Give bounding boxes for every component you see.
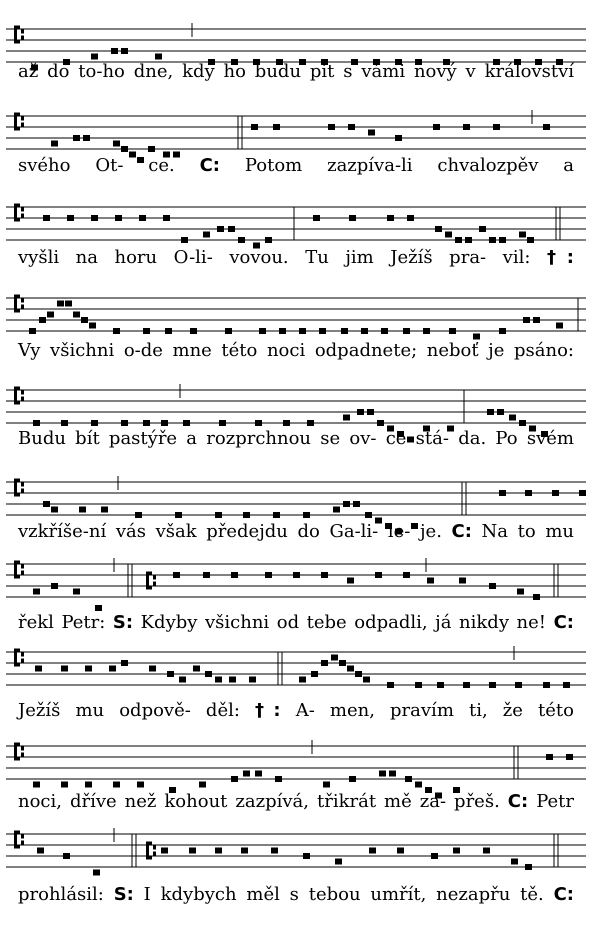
- speaker-marker: C:: [507, 791, 529, 812]
- neume-note: [73, 589, 80, 595]
- neume-note: [279, 328, 286, 334]
- neume-note: [483, 848, 490, 854]
- neume-note: [229, 677, 236, 683]
- speaker-marker: S:: [112, 612, 134, 633]
- neume-note: [556, 323, 563, 329]
- neume-note: [407, 215, 414, 221]
- neume-note: [525, 864, 532, 870]
- neume-note: [231, 572, 238, 578]
- neume-note: [375, 572, 382, 578]
- neume-note: [149, 666, 156, 672]
- neume-note: [167, 671, 174, 677]
- neume-note: [579, 490, 586, 496]
- neume-note: [343, 501, 350, 507]
- neume-note: [341, 328, 348, 334]
- neume-note: [515, 682, 522, 688]
- neume-note: [115, 215, 122, 221]
- neume-note: [367, 409, 374, 415]
- neume-note: [61, 666, 68, 672]
- lyric-line: vyšli na horu O-li- vovou. Tu jim Ježíš pra- vil: †:: [18, 247, 574, 268]
- neume-note: [445, 232, 452, 238]
- neume-note: [89, 323, 96, 329]
- neume-note: [499, 237, 506, 243]
- neume-note: [93, 870, 100, 876]
- neume-note: [203, 572, 210, 578]
- neume-note: [348, 124, 355, 130]
- neume-note: [453, 848, 460, 854]
- neume-note: [509, 415, 516, 421]
- neume-note: [463, 682, 470, 688]
- neume-note: [533, 594, 540, 600]
- neume-note: [333, 507, 340, 513]
- neume-note: [175, 512, 182, 518]
- neume-note: [307, 420, 314, 426]
- neume-note: [353, 501, 360, 507]
- neume-note: [321, 660, 328, 666]
- neume-note: [255, 420, 262, 426]
- neume-note: [369, 848, 376, 854]
- neume-note: [361, 328, 368, 334]
- neume-note: [405, 776, 412, 782]
- neume-note: [155, 54, 162, 60]
- neume-note: [271, 848, 278, 854]
- neume-note: [473, 334, 480, 340]
- neume-note: [415, 782, 422, 788]
- neume-note: [121, 420, 128, 426]
- neume-note: [455, 237, 462, 243]
- c-clef: [14, 831, 24, 849]
- neume-note: [265, 237, 272, 243]
- neume-note: [449, 328, 456, 334]
- neume-note: [65, 301, 72, 307]
- neume-note: [533, 317, 540, 323]
- neume-note: [511, 859, 518, 865]
- neume-note: [61, 782, 68, 788]
- neume-note: [243, 771, 250, 777]
- neume-note: [249, 677, 256, 683]
- c-clef: [14, 26, 24, 44]
- neume-note: [437, 682, 444, 688]
- neume-note: [566, 754, 573, 760]
- neume-note: [489, 682, 496, 688]
- neume-note: [148, 146, 155, 152]
- neume-note: [109, 666, 116, 672]
- neume-note: [499, 490, 506, 496]
- neume-note: [179, 677, 186, 683]
- neume-note: [243, 512, 250, 518]
- neume-note: [251, 124, 258, 130]
- neume-note: [63, 853, 70, 859]
- neume-note: [489, 583, 496, 589]
- neume-note: [479, 226, 486, 232]
- neume-note: [113, 141, 120, 147]
- neume-note: [135, 512, 142, 518]
- neume-note: [161, 848, 168, 854]
- neume-note: [331, 655, 338, 661]
- neume-note: [552, 490, 559, 496]
- neume-note: [459, 578, 466, 584]
- neume-note: [85, 666, 92, 672]
- speaker-marker: †:: [546, 247, 574, 268]
- c-clef: [14, 561, 24, 579]
- lyric-line: noci, dříve než kohout zazpívá, třikrát mě za- přeš. C: Petr: [18, 791, 574, 812]
- neume-note: [143, 420, 150, 426]
- c-clef: [14, 479, 24, 497]
- neume-note: [517, 589, 524, 595]
- lyric-line: Ježíš mu odpově- děl: †: A- men, pravím ti, že této: [18, 700, 574, 721]
- neume-note: [387, 215, 394, 221]
- neume-note: [121, 48, 128, 54]
- neume-note: [365, 512, 372, 518]
- neume-note: [347, 578, 354, 584]
- speaker-marker: †:: [255, 700, 281, 721]
- speaker-marker: S:: [113, 884, 134, 905]
- lyric-line: řekl Petr: S: Kdyby všichni od tebe odpadli, já nikdy ne! C:: [18, 612, 574, 633]
- neume-note: [33, 589, 40, 595]
- neume-note: [397, 848, 404, 854]
- neume-note: [403, 328, 410, 334]
- neume-note: [339, 660, 346, 666]
- neume-note: [379, 771, 386, 777]
- neume-note: [137, 782, 144, 788]
- neume-note: [543, 124, 550, 130]
- c-clef: [14, 113, 24, 131]
- neume-note: [51, 583, 58, 589]
- c-clef: [146, 842, 156, 860]
- neume-note: [377, 420, 384, 426]
- neume-note: [523, 317, 530, 323]
- neume-note: [111, 48, 118, 54]
- neume-note: [311, 671, 318, 677]
- neume-note: [190, 328, 197, 334]
- neume-note: [465, 237, 472, 243]
- neume-note: [319, 328, 326, 334]
- neume-note: [363, 677, 370, 683]
- c-clef: [14, 295, 24, 313]
- neume-note: [275, 776, 282, 782]
- neume-note: [463, 124, 470, 130]
- neume-note: [427, 578, 434, 584]
- neume-note: [35, 666, 42, 672]
- neume-note: [121, 660, 128, 666]
- neume-note: [205, 671, 212, 677]
- neume-note: [203, 232, 210, 238]
- neume-note: [43, 215, 50, 221]
- neume-note: [543, 682, 550, 688]
- c-clef: [146, 572, 156, 590]
- neume-note: [57, 301, 64, 307]
- neume-note: [165, 328, 172, 334]
- neume-note: [435, 226, 442, 232]
- neume-note: [51, 141, 58, 147]
- neume-note: [433, 124, 440, 130]
- neume-note: [328, 124, 335, 130]
- neume-note: [85, 782, 92, 788]
- neume-note: [113, 782, 120, 788]
- neume-note: [79, 507, 86, 513]
- neume-note: [403, 572, 410, 578]
- neume-note: [61, 420, 68, 426]
- neume-note: [83, 135, 90, 141]
- neume-note: [489, 237, 496, 243]
- neume-note: [355, 671, 362, 677]
- neume-note: [519, 420, 526, 426]
- neume-note: [389, 771, 396, 777]
- neume-note: [228, 226, 235, 232]
- neume-note: [299, 677, 306, 683]
- neume-note: [173, 572, 180, 578]
- neume-note: [67, 215, 74, 221]
- lyric-line: svého Ot- ce. C: Potom zazpíva-li chvalozpěv a: [18, 155, 574, 176]
- neume-note: [161, 420, 168, 426]
- neume-note: [231, 776, 238, 782]
- neume-note: [33, 420, 40, 426]
- c-clef: [14, 743, 24, 761]
- neume-note: [217, 226, 224, 232]
- neume-note: [527, 237, 534, 243]
- neume-note: [51, 507, 58, 513]
- neume-note: [47, 312, 54, 318]
- neume-note: [163, 215, 170, 221]
- neume-note: [357, 409, 364, 415]
- neume-note: [525, 490, 532, 496]
- neume-note: [259, 328, 266, 334]
- neume-note: [299, 328, 306, 334]
- neume-note: [368, 130, 375, 136]
- speaker-marker: C:: [199, 155, 221, 176]
- neume-note: [73, 312, 80, 318]
- neume-note: [139, 215, 146, 221]
- neume-note: [303, 512, 310, 518]
- c-clef: [14, 204, 24, 222]
- neume-note: [493, 124, 500, 130]
- neume-note: [238, 237, 245, 243]
- neume-note: [347, 666, 354, 672]
- neume-note: [215, 677, 222, 683]
- neume-note: [519, 232, 526, 238]
- neume-note: [225, 328, 232, 334]
- neume-note: [73, 135, 80, 141]
- c-clef: [14, 649, 24, 667]
- neume-note: [283, 420, 290, 426]
- speaker-marker: C:: [553, 612, 574, 633]
- neume-note: [33, 782, 40, 788]
- neume-note: [143, 328, 150, 334]
- neume-note: [381, 328, 388, 334]
- neume-note: [219, 420, 226, 426]
- neume-note: [29, 328, 36, 334]
- neume-note: [563, 682, 570, 688]
- neume-note: [181, 237, 188, 243]
- neume-note: [215, 512, 222, 518]
- neume-note: [39, 317, 46, 323]
- neume-note: [313, 215, 320, 221]
- neume-note: [321, 572, 328, 578]
- neume-note: [189, 848, 196, 854]
- lyric-line: Budu bít pastýře a rozprchnou se ov- ce stá- da. Po svém: [18, 428, 574, 449]
- neume-note: [199, 782, 206, 788]
- neume-note: [487, 409, 494, 415]
- neume-note: [241, 848, 248, 854]
- neume-note: [349, 776, 356, 782]
- neume-note: [431, 853, 438, 859]
- neume-note: [95, 605, 102, 611]
- neume-note: [43, 501, 50, 507]
- neume-note: [323, 782, 330, 788]
- lyric-line: prohlásil: S: I kdybych měl s tebou umřít, nezapřu tě. C:: [18, 884, 574, 905]
- music-staff: [6, 17, 596, 97]
- neume-note: [303, 853, 310, 859]
- neume-note: [81, 317, 88, 323]
- neume-note: [423, 328, 430, 334]
- neume-note: [497, 409, 504, 415]
- speaker-marker: C:: [451, 521, 472, 542]
- neume-note: [499, 328, 506, 334]
- neume-note: [343, 415, 350, 421]
- neume-note: [91, 420, 98, 426]
- neume-note: [91, 215, 98, 221]
- neume-note: [293, 572, 300, 578]
- neume-note: [101, 507, 108, 513]
- neume-note: [415, 682, 422, 688]
- neume-note: [215, 848, 222, 854]
- neume-note: [387, 682, 394, 688]
- lyric-line: vzkříše-ní vás však předejdu do Ga-li- le- je. C: Na to mu: [18, 521, 574, 542]
- lyric-line: Vy všichni o-de mne této noci odpadnete; neboť je psáno:: [18, 340, 574, 361]
- neume-note: [349, 215, 356, 221]
- neume-note: [255, 771, 262, 777]
- speaker-marker: C:: [553, 884, 574, 905]
- neume-note: [265, 572, 272, 578]
- neume-note: [121, 146, 128, 152]
- neume-note: [193, 666, 200, 672]
- neume-note: [273, 124, 280, 130]
- neume-note: [273, 512, 280, 518]
- neume-note: [546, 754, 553, 760]
- c-clef: [14, 387, 24, 405]
- neume-note: [113, 328, 120, 334]
- neume-note: [183, 420, 190, 426]
- lyric-line: až do to-ho dne, kdy ho budu pít s vámi nový v království: [18, 61, 574, 82]
- neume-note: [91, 54, 98, 60]
- neume-note: [395, 135, 402, 141]
- neume-note: [335, 859, 342, 865]
- neume-note: [37, 848, 44, 854]
